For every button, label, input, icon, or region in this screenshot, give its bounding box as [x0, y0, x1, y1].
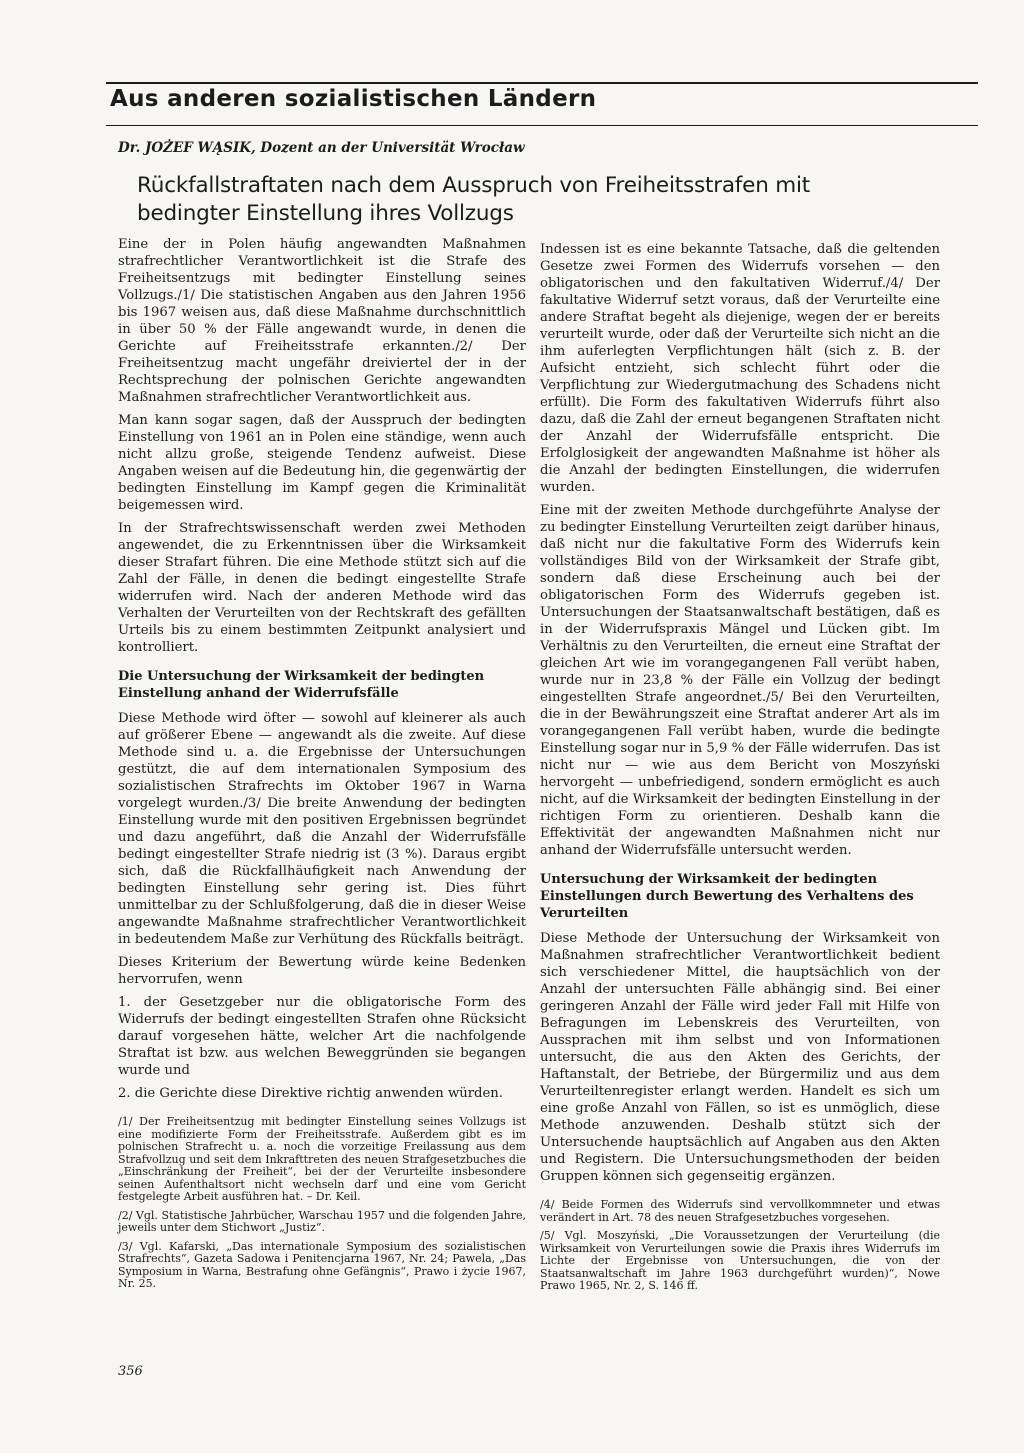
- footnote: /5/ Vgl. Moszyński, „Die Voraussetzungen der Verurteilung (die Wirksamkeit von Verurteilungen sowie die Praxis ihres Widerrufs im Lichte der Ergebnisse von Untersuchungen, die von der Staatsanwaltschaft im Jahre 1963 durchgeführt wurden)“, Nowe Prawo 1965, Nr. 2, S. 146 ff.: [540, 1229, 940, 1292]
- footnotes: [540, 1199, 940, 1293]
- paragraph: Eine der in Polen häufig angewandten Maßnahmen strafrechtlicher Verantwortlichkeit ist die Strafe des Freiheitsentzugs mit bedingter Einstellung seines Vollzugs./1/ Die statistischen Angaben aus den Jahren 1956 bis 1967 weisen aus, daß diese Maßnahme durchschnittlich in über 50 % der Fälle angewandt wurde, in denen die Gerichte auf Freiheitsstrafe erkannten./2/ Der Freiheitsentzug macht ungefähr dreiviertel der in der Rechtsprechung der polnischen Gerichte angewandten Maßnahmen strafrechtlicher Verantwortlichkeit aus.: [118, 237, 526, 405]
- page-number: 356: [118, 1364, 143, 1379]
- footnote: /1/ Der Freiheitsentzug mit bedingter Einstellung seines Vollzugs ist eine modifizierte Form der Freiheitsstrafe. Außerdem gibt es im polnischen Strafrecht u. a. noch die vorzeitige Freilassung aus dem Strafvollzug und seit dem Inkrafttreten des neuen Strafgesetzbuches die „Einschränkung der Freiheit“, bei der der Verurteilte insbesondere seinen Aufenthaltsort nicht wechseln darf und eine vom Gericht festgelegte Arbeit ausführen hat. – Dr. Keil.: [118, 1115, 526, 1203]
- author-line: Dr. JOŻEF WĄSIK, Dozent an der Universität Wrocław: [118, 140, 525, 156]
- paragraph: In der Strafrechtswissenschaft werden zwei Methoden angewendet, die zu Erkenntnissen über die Wirksamkeit dieser Strafart führen. Die eine Methode stützt sich auf die Zahl der Fälle, in denen die bedingt eingestellte Strafe widerrufen wird. Nach der anderen Methode wird das Verhalten der Verurteilten von der Rechtskraft des gefällten Urteils bis zu einem bestimmten Zeitpunkt analysiert und kontrolliert.: [118, 521, 526, 655]
- subheading: Die Untersuchung der Wirksamkeit der bedingten Einstellung anhand der Widerrufsfälle: [118, 669, 485, 701]
- paragraph: Indessen ist es eine bekannte Tatsache, daß die geltenden Gesetze zwei Formen des Widerrufs vorsehen — den obligatorischen und den fakultativen Widerruf./4/ Der fakultative Widerruf setzt voraus, daß der Verurteilte eine andere Straftat begeht als diejenige, wegen der er bereits verurteilt wurde, oder daß der Verurteilte sich nicht an die ihm auferlegten Verpflichtungen hält (sich z. B. der Aufsicht entzieht, sich schlecht führt oder die Verpflichtung zur Wiedergutmachung des Schadens nicht erfüllt). Die Form des fakultativen Widerrufs führt also dazu, daß die Zahl der erneut begangenen Straftaten nicht der Anzahl der Widerrufsfälle entspricht. Die Erfolglosigkeit der angewandten Maßnahme ist höher als die Anzahl der bedingten Einstellungen, die widerrufen wurden.: [540, 242, 940, 495]
- paragraph: Diese Methode der Untersuchung der Wirksamkeit von Maßnahmen strafrechtlicher Verantwortlichkeit bedient sich verschiedener Mittel, die hauptsächlich von der Anzahl der untersuchten Fälle abhängig sind. Bei einer geringeren Anzahl der Fälle wird jeder Fall mit Hilfe von Befragungen im Lebenskreis des Verurteilten, von Aussprachen mit ihm selbst und von Informationen untersucht, die aus den Akten des Gerichts, der Haftanstalt, der Betriebe, der Bürgermiliz und aus dem Verurteiltenregister erlangt werden. Handelt es sich um eine große Anzahl von Fällen, so ist es unmöglich, diese Methode anzuwenden. Deshalb stützt sich der Untersuchende hauptsächlich auf Angaben aus den Akten und Registern. Die Untersuchungsmethoden der beiden Gruppen können sich gegenseitig ergänzen.: [540, 931, 940, 1184]
- right-column: [540, 241, 940, 1299]
- paragraph: Man kann sogar sagen, daß der Ausspruch der bedingten Einstellung von 1961 an in Polen eine ständige, wenn auch nicht allzu große, steigende Tendenz aufweist. Diese Angaben weisen auf die Bedeutung hin, die gegenwärtig der bedingten Einstellung im Kampf gegen die Kriminalität beigemessen wird.: [118, 413, 526, 513]
- subheading: Untersuchung der Wirksamkeit der bedingten Einstellungen durch Bewertung des Verhaltens des Verurteilten: [540, 872, 914, 921]
- footnote: /3/ Vgl. Kafarski, „Das internationale Symposium des sozialistischen Strafrechts“, Gazeta Sadowa i Penitencjarna 1967, Nr. 24; Pawela, „Das Symposium in Warna, Bestrafung ohne Gefängnis“, Prawo i życie 1967, Nr. 25.: [118, 1239, 526, 1290]
- left-column: [118, 236, 526, 1297]
- header-rule-top: [106, 82, 978, 84]
- article-title: Rückfallstraftaten nach dem Ausspruch von Freiheitsstrafen mit bedingter Einstellung ihres Vollzugs: [137, 173, 811, 226]
- header-rule-bottom: [106, 125, 978, 126]
- paragraph: Diese Methode wird öfter — sowohl auf kleinerer als auch auf größerer Ebene — angewandt als die zweite. Auf diese Methode sind u. a. die Ergebnisse der Untersuchungen gestützt, die auf dem internationalen Symposium des sozialistischen Strafrechts im Oktober 1967 in Warna vorgelegt wurden./3/ Die breite Anwendung der bedingten Einstellung wurde mit den positiven Ergebnissen begründet und dazu angeführt, daß die Anzahl der Widerrufsfälle bedingt eingestellter Strafe niedrig ist (3 %). Daraus ergibt sich, daß die Rückfallhäufigkeit nach Anwendung der bedingten Einstellung sehr gering ist. Dies führt unmittelbar zu der Schlußfolgerung, daß die in dieser Weise angewandte Maßnahme strafrechtlicher Verantwortlichkeit in bedeutendem Maße zur Verhütung des Rückfalls beiträgt.: [118, 711, 526, 947]
- footnote: /2/ Vgl. Statistische Jahrbücher, Warschau 1957 und die folgenden Jahre, jeweils unter dem Stichwort „Justiz“.: [118, 1208, 526, 1234]
- footnote: /4/ Beide Formen des Widerrufs sind vervollkommneter und etwas verändert in Art. 78 des neuen Strafgesetzbuches vorgesehen.: [540, 1198, 940, 1224]
- list-item: 2. die Gerichte diese Direktive richtig anwenden würden.: [118, 1086, 503, 1101]
- footnotes: [118, 1116, 526, 1291]
- paragraph: Dieses Kriterium der Bewertung würde keine Bedenken hervorrufen, wenn: [118, 955, 526, 987]
- list-item: 1. der Gesetzgeber nur die obligatorische Form des Widerrufs der bedingt eingestellten Strafen ohne Rücksicht darauf vorgesehen hätte, welcher Art die nachfolgende Straftat ist bzw. aus welchen Beweggründen sie begangen wurde und: [118, 995, 526, 1078]
- section-title: Aus anderen sozialistischen Ländern: [110, 86, 597, 112]
- paragraph: Eine mit der zweiten Methode durchgeführte Analyse der zu bedingter Einstellung Verurteilten zeigt darüber hinaus, daß nicht nur die fakultative Form des Widerrufs kein vollständiges Bild von der Wirksamkeit der Strafe gibt, sondern daß diese Erscheinung auch bei der obligatorischen Form des Widerrufs gegeben ist. Untersuchungen der Staatsanwaltschaft bestätigen, daß es in der Widerrufspraxis Mängel und Lücken gibt. Im Verhältnis zu den Verurteilten, die erneut eine Straftat der gleichen Art wie im vorangegangenen Fall verübt haben, wurde nur in 23,8 % der Fälle ein Vollzug der bedingt eingestellten Strafe angeordnet./5/ Bei den Verurteilten, die in der Bewährungszeit eine Straftat anderer Art als im vorangegangenen Fall verübt haben, wurde die bedingte Einstellung sogar nur in 5,9 % der Fälle widerrufen. Das ist nicht nur — wie aus dem Bericht von Moszyński hervorgeht — unbefriedigend, sondern ermöglicht es auch nicht, auf die Wirksamkeit der bedingten Einstellung in der richtigen Form zu orientieren. Deshalb kann die Effektivität der angewandten Maßnahmen nicht nur anhand der Widerrufsfälle untersucht werden.: [540, 503, 940, 858]
